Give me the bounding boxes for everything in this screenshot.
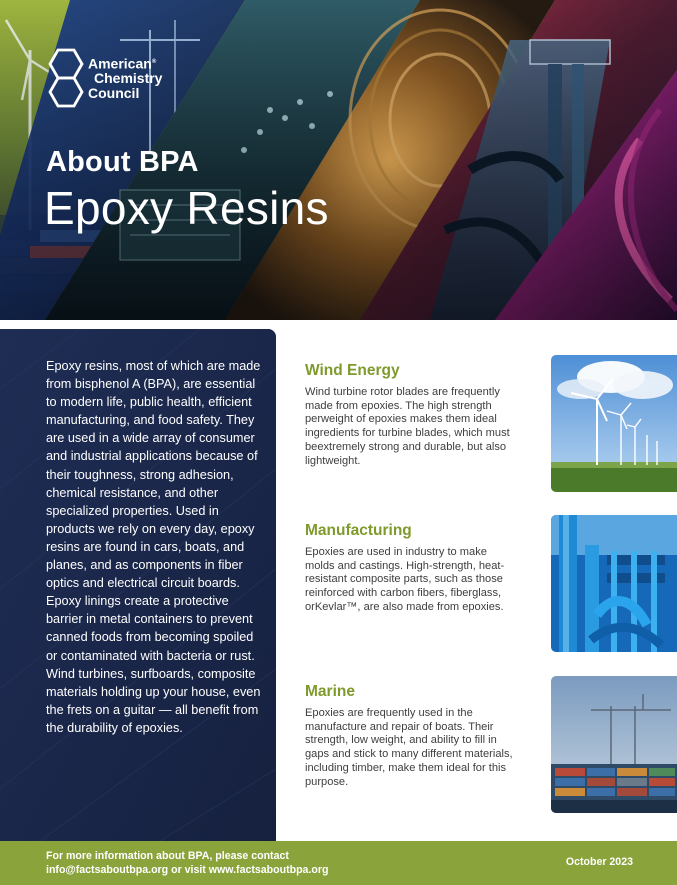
wind-turbines-photo [551, 355, 677, 492]
intro-paragraph: Epoxy resins, most of which are made from bisphenol A (BPA), are essential to modern life, public health, efficient manufacturing, and food safety. They are used in a wide array of consumer and industrial applications because of their toughness, strong adhesion, chemical resistance, and other specialized properties. Used in products we rely on every day, epoxy resins are found in cars, boats, and planes, and as components in fiber optics and electrical circuit boards. Epoxy linings create a protective barrier in metal containers to prevent canned foods from becoming spoiled or contaminated with bacteria or rust. Wind turbines, surfboards, composite materials holding up your house, even the frets on a guitar — all benefit from the durability of epoxies. [46, 359, 261, 735]
page-kicker: About BPA [46, 146, 199, 178]
hero-banner [0, 0, 677, 320]
section-manufacturing [305, 522, 515, 615]
footer-contact-line-2[interactable]: info@factsaboutbpa.org or visit www.factsaboutbpa.org [46, 864, 329, 876]
logo-line-3: Council [88, 85, 140, 102]
section-heading: Marine [305, 683, 355, 700]
logo-line-2: Chemistry [94, 70, 163, 87]
footer-bar [0, 841, 677, 885]
hexagon-logo-icon [44, 48, 86, 108]
logo-wordmark [88, 55, 162, 102]
section-heading: Manufacturing [305, 522, 412, 539]
logo-line-1: American [88, 55, 152, 72]
logo-trademark: ® [151, 58, 157, 65]
container-port-photo [551, 676, 677, 813]
section-body: Epoxies are frequently used in the manufacture and repair of boats. Their strength, low weight, and ability to fill in gaps and stick to many different materials, including timber, make them ideal for this purpose. [305, 707, 513, 788]
footer-contact-line-1: For more information about BPA, please contact [46, 850, 289, 862]
footer-contact [46, 849, 328, 877]
section-body: Wind turbine rotor blades are frequently made from epoxies. The high strength perweight of epoxies makes them ideal ingredients for turbine blades, which must beextremely strong and durable, but also lightweight. [305, 386, 510, 467]
section-body: Epoxies are used in industry to make molds and castings. High-strength, heat-resistant composite parts, such as those reinforced with carbon fibers, fiberglass, orKevlar™, are also made from epoxies. [305, 546, 505, 613]
section-marine [305, 683, 515, 789]
industrial-pipes-photo [551, 515, 677, 652]
acc-logo[interactable] [44, 48, 162, 108]
intro-panel [0, 329, 276, 841]
publication-date: October 2023 [565, 856, 633, 868]
section-wind-energy [305, 362, 515, 468]
section-heading: Wind Energy [305, 362, 400, 379]
page-title: Epoxy Resins [44, 182, 329, 234]
